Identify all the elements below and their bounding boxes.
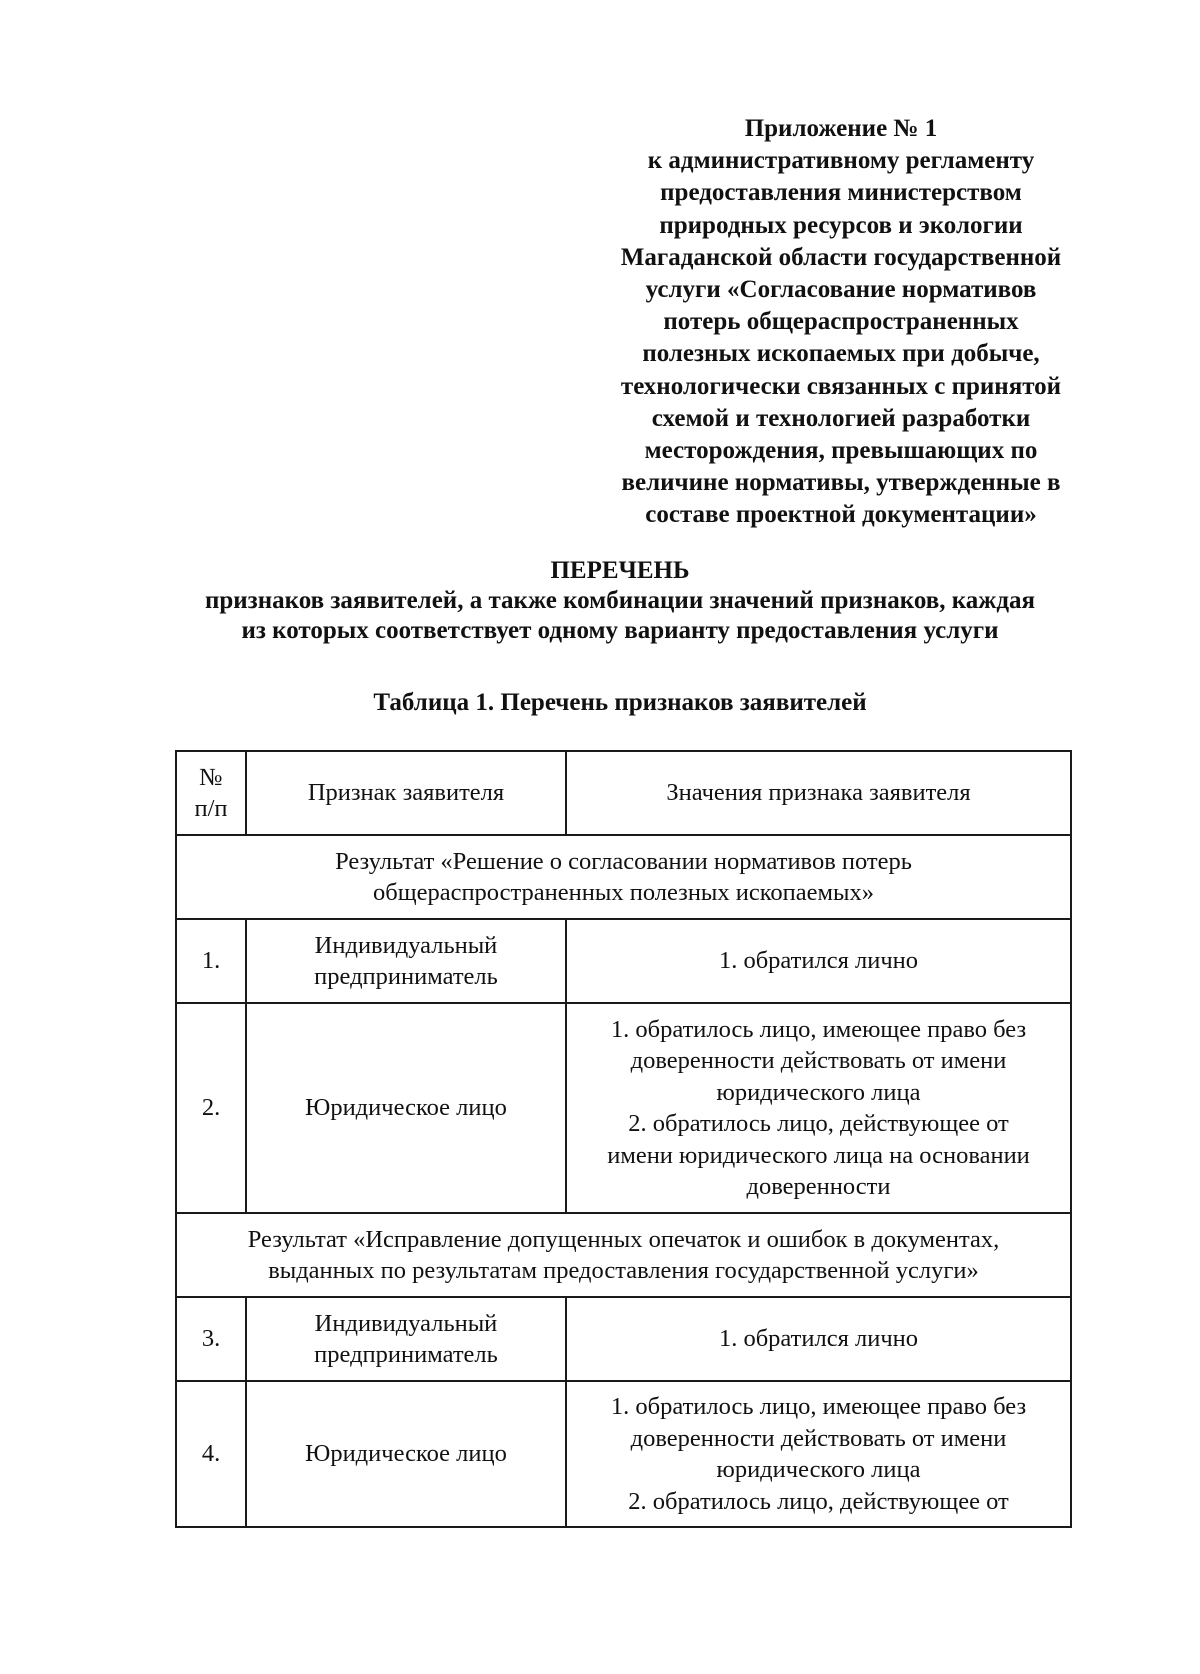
sign-line: Индивидуальный [314,931,498,959]
section-line: выданных по результатам предоставления государственной услуги» [268,1257,979,1284]
appendix-line: потерь общераспространенных [663,308,1019,336]
value-line: 1. обратилось лицо, имеющее право без [610,1015,1027,1043]
value-line: юридического лица [716,1456,921,1483]
section-row [176,835,1071,919]
table-row [176,1297,1071,1381]
appendix-line: составе проектной документации» [645,501,1037,529]
row-num-cell: 1. [176,919,246,1003]
value-line: 1. обратилось лицо, имеющее право без [610,1393,1027,1420]
appendix-line: полезных ископаемых при добыче, [642,340,1040,368]
table-row [176,1003,1071,1213]
applicant-signs-table [175,750,1072,1528]
appendix-line: предоставления министерством [660,179,1022,207]
appendix-line: технологически связанных с принятой [620,372,1062,400]
row-values-cell: 1. обратился лично [566,919,1071,1003]
section-line: Результат «Исправление допущенных опечаток и ошибок в документах, [247,1225,1000,1253]
sign-line: предприниматель [314,963,498,990]
section-cell [176,835,1071,919]
value-line: 2. обратилось лицо, действующее от [628,1487,1009,1515]
list-title: ПЕРЕЧЕНЬ [550,557,690,584]
list-subtitle-line: из которых соответствует одному варианту предоставления услуги [241,617,999,644]
value-line: доверенности действовать от имени [630,1424,1007,1452]
section-row [176,1213,1071,1297]
header-num-cell [176,751,246,835]
row-num-cell: 4. [176,1381,246,1527]
row-values-cell [566,1381,1071,1527]
header-num-abbr: п/п [194,795,228,822]
value-line: доверенности действовать от имени [630,1047,1007,1074]
appendix-line: месторождения, превышающих по [644,437,1038,465]
appendix-line: природных ресурсов и экологии [659,211,1023,239]
appendix-line: величине нормативы, утвержденные в [621,469,1061,497]
row-sign-cell [246,919,566,1003]
header-num-symbol: № [199,763,223,791]
list-heading [140,556,1100,646]
table-header-row [176,751,1071,835]
appendix-line: Приложение № 1 [744,115,938,142]
row-sign-cell: Юридическое лицо [246,1381,566,1527]
section-cell [176,1213,1071,1297]
row-values-cell: 1. обратился лично [566,1297,1071,1381]
header-sign-cell: Признак заявителя [246,751,566,835]
row-sign-cell: Юридическое лицо [246,1003,566,1213]
row-num-cell: 2. [176,1003,246,1213]
table-caption: Таблица 1. Перечень признаков заявителей [373,689,867,716]
sign-line: Индивидуальный [314,1309,498,1337]
appendix-line: Магаданской области государственной [620,243,1062,271]
section-line: Результат «Решение о согласовании нормативов потерь [335,847,912,875]
value-line: доверенности [746,1173,891,1200]
appendix-header [596,113,1086,532]
appendix-line: к административному регламенту [647,147,1035,175]
row-values-cell [566,1003,1071,1213]
list-subtitle-line: признаков заявителей, а также комбинации значений признаков, каждая [204,587,1036,614]
row-sign-cell [246,1297,566,1381]
row-num-cell: 3. [176,1297,246,1381]
table-row [176,919,1071,1003]
sign-line: предприниматель [314,1341,498,1368]
header-values-cell: Значения признака заявителя [566,751,1071,835]
value-line: 2. обратилось лицо, действующее от [628,1110,1009,1137]
value-line: юридического лица [716,1078,921,1106]
appendix-line: схемой и технологией разработки [651,404,1031,432]
value-line: имени юридического лица на основании [607,1141,1030,1169]
section-line: общераспространенных полезных ископаемых» [372,879,874,906]
table-row [176,1381,1071,1527]
appendix-line: услуги «Согласование нормативов [645,276,1037,304]
